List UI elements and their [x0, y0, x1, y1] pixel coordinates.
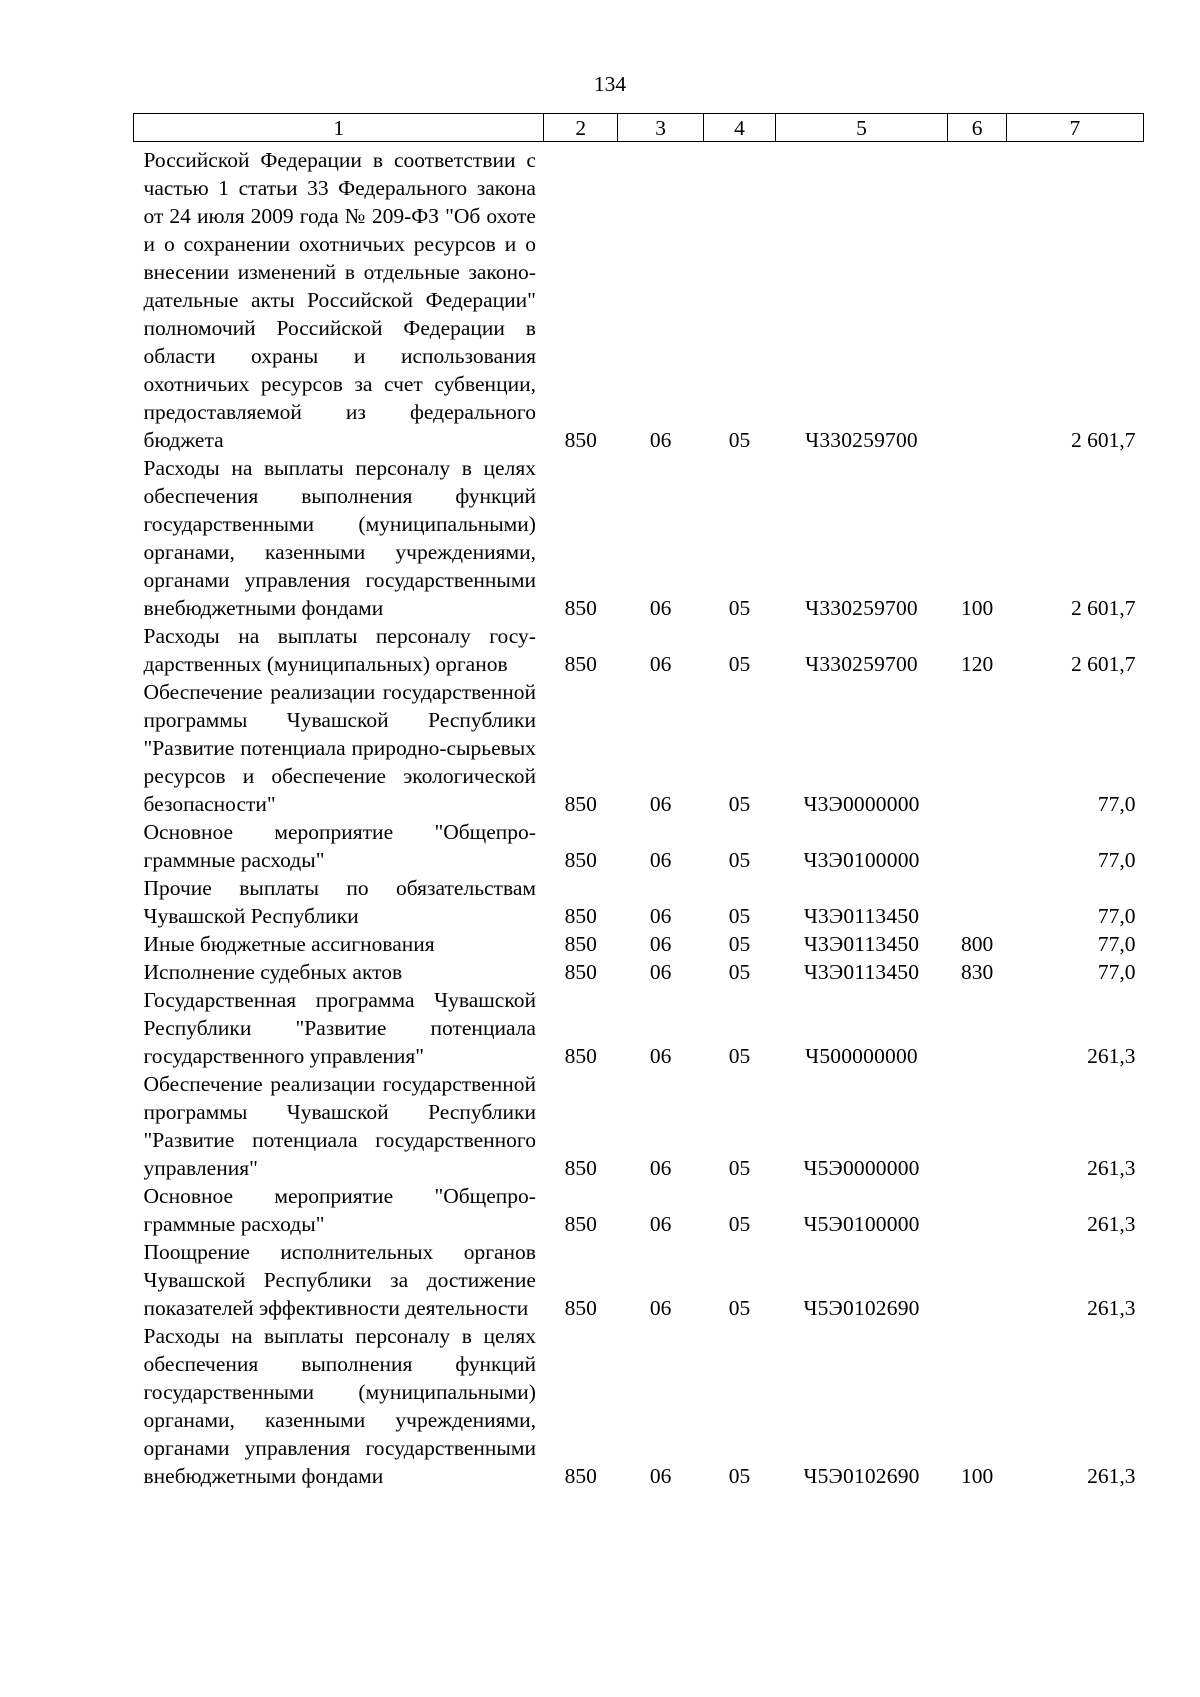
- row-code-4: 05: [728, 596, 751, 620]
- table-row: [134, 678, 1144, 818]
- row-code-2: 850: [564, 1296, 597, 1320]
- table-row: [134, 1070, 1144, 1182]
- row-code-5: Ч330259700: [805, 428, 918, 452]
- column-header: 7: [1006, 114, 1143, 142]
- row-description: Обеспечение реализации государственной программы Чувашской Республики "Развитие потенциала государственного управления": [143, 1072, 536, 1180]
- row-code-2: 850: [564, 596, 597, 620]
- row-description: Основное мероприятие "Общепрограммные расходы": [143, 820, 536, 872]
- row-amount: 77,0: [1097, 848, 1136, 872]
- row-code-3: 06: [649, 1156, 672, 1180]
- row-amount: 77,0: [1097, 904, 1136, 928]
- row-code-3: 06: [649, 1464, 672, 1488]
- table-row: [134, 1182, 1144, 1238]
- row-code-5: Ч3Э0113450: [803, 932, 920, 956]
- row-code-4: 05: [728, 848, 751, 872]
- row-code-4: 05: [728, 1212, 751, 1236]
- column-header: 2: [544, 114, 617, 142]
- row-code-5: Ч3Э0000000: [803, 792, 920, 816]
- row-code-6: [948, 1070, 1006, 1182]
- row-code-3: 06: [649, 1212, 672, 1236]
- row-description: Расходы на выплаты персоналу в целях обеспечения выполнения функций государственными (муниципальными) органами, казенными учреждениями, органами управления государственными внебюджетными фондами: [143, 456, 536, 620]
- page-number: 134: [593, 72, 627, 96]
- row-code-2: 850: [564, 792, 597, 816]
- row-code-2: 850: [564, 1464, 597, 1488]
- table-row: [134, 1322, 1144, 1490]
- row-amount: 2 601,7: [1071, 596, 1136, 620]
- column-header: 3: [617, 114, 703, 142]
- row-amount: 2 601,7: [1071, 428, 1136, 452]
- row-code-4: 05: [728, 1464, 751, 1488]
- row-code-3: 06: [649, 792, 672, 816]
- row-description: Российской Федерации в соответствии с частью 1 статьи 33 Федерального закона от 24 июля 2009 года № 209-ФЗ "Об охоте и о сохранении охотничьих ресурсов и о внесении изменений в отдельные законодательные акты Российской Федерации" полномочий Российской Федерации в области охраны и использования охотничьих ресурсов за счет субвенции, предоставляемой из федерального бюджета: [143, 148, 536, 452]
- row-code-4: 05: [728, 1156, 751, 1180]
- budget-table: [133, 113, 1144, 1490]
- row-amount: 261,3: [1087, 1296, 1136, 1320]
- row-code-4: 05: [728, 652, 751, 676]
- row-code-2: 850: [564, 848, 597, 872]
- row-code-6: 120: [960, 652, 994, 676]
- column-header: 6: [948, 114, 1006, 142]
- table-row: [134, 874, 1144, 930]
- row-code-2: 850: [564, 1212, 597, 1236]
- row-amount: 77,0: [1097, 960, 1136, 984]
- row-description: Расходы на выплаты персоналу в целях обеспечения выполнения функций государственными (муниципальными) органами, казенными учреждениями, органами управления государственными внебюджетными фондами: [143, 1324, 536, 1488]
- row-description: Поощрение исполнительных органов Чувашской Республики за достижение показателей эффективности деятельности: [143, 1240, 536, 1320]
- row-amount: 261,3: [1087, 1464, 1136, 1488]
- table-body: [134, 142, 1144, 1491]
- row-code-2: 850: [564, 904, 597, 928]
- table-row: [134, 818, 1144, 874]
- row-code-4: 05: [728, 428, 751, 452]
- row-code-3: 06: [649, 1044, 672, 1068]
- row-code-6: 800: [960, 932, 994, 956]
- row-code-4: 05: [728, 960, 751, 984]
- row-code-3: 06: [649, 1296, 672, 1320]
- row-code-4: 05: [728, 1296, 751, 1320]
- row-code-4: 05: [728, 932, 751, 956]
- row-code-3: 06: [649, 596, 672, 620]
- row-code-3: 06: [649, 932, 672, 956]
- table-row: [134, 986, 1144, 1070]
- row-code-6: [948, 874, 1006, 930]
- column-header: 1: [134, 114, 544, 142]
- row-code-6: [948, 1182, 1006, 1238]
- row-description: Обеспечение реализации государственной программы Чувашской Республики "Развитие потенциала природно-сырьевых ресурсов и обеспечение экологической безопасности": [143, 680, 536, 816]
- row-code-5: Ч3Э0113450: [803, 960, 920, 984]
- row-code-3: 06: [649, 904, 672, 928]
- column-header: 5: [775, 114, 948, 142]
- row-code-4: 05: [728, 792, 751, 816]
- row-code-6: [948, 1238, 1006, 1322]
- table-row: [134, 958, 1144, 986]
- row-code-5: Ч5Э0100000: [803, 1212, 920, 1236]
- table-row: [134, 142, 1144, 455]
- row-code-5: Ч330259700: [805, 652, 918, 676]
- row-code-3: 06: [649, 960, 672, 984]
- row-code-2: 850: [564, 932, 597, 956]
- table-row: [134, 454, 1144, 622]
- row-description: Основное мероприятие "Общепрограммные расходы": [143, 1184, 536, 1236]
- row-code-3: 06: [649, 848, 672, 872]
- row-code-4: 05: [728, 1044, 751, 1068]
- row-code-6: [948, 142, 1006, 455]
- table-row: [134, 1238, 1144, 1322]
- row-code-2: 850: [564, 1156, 597, 1180]
- row-code-5: Ч5Э0102690: [803, 1464, 920, 1488]
- row-code-5: Ч5Э0102690: [803, 1296, 920, 1320]
- row-code-2: 850: [564, 960, 597, 984]
- row-code-6: 830: [960, 960, 994, 984]
- row-description: Прочие выплаты по обязательствам Чувашской Республики: [143, 876, 536, 928]
- row-code-6: 100: [960, 1464, 994, 1488]
- row-amount: 77,0: [1097, 792, 1136, 816]
- row-code-2: 850: [564, 652, 597, 676]
- row-code-6: [948, 678, 1006, 818]
- row-description: Расходы на выплаты персоналу государственных (муниципальных) органов: [143, 624, 536, 676]
- row-code-5: Ч500000000: [805, 1044, 918, 1068]
- table-row: [134, 930, 1144, 958]
- row-amount: 77,0: [1097, 932, 1136, 956]
- row-code-6: [948, 986, 1006, 1070]
- table-header-row: [134, 114, 1144, 142]
- row-amount: 261,3: [1087, 1044, 1136, 1068]
- row-code-3: 06: [649, 428, 672, 452]
- row-code-5: Ч3Э0100000: [803, 848, 920, 872]
- row-description: Государственная программа Чувашской Республики "Развитие потенциала государственного управления": [143, 988, 536, 1068]
- column-header: 4: [704, 114, 775, 142]
- row-description: Иные бюджетные ассигнования: [143, 932, 435, 956]
- row-code-6: [948, 818, 1006, 874]
- row-amount: 261,3: [1087, 1212, 1136, 1236]
- row-code-2: 850: [564, 428, 597, 452]
- row-description: Исполнение судебных актов: [143, 960, 403, 984]
- row-amount: 2 601,7: [1071, 652, 1136, 676]
- row-code-3: 06: [649, 652, 672, 676]
- row-code-5: Ч5Э0000000: [803, 1156, 920, 1180]
- row-code-5: Ч3Э0113450: [803, 904, 920, 928]
- table-row: [134, 622, 1144, 678]
- row-code-4: 05: [728, 904, 751, 928]
- row-code-2: 850: [564, 1044, 597, 1068]
- row-code-6: 100: [960, 596, 994, 620]
- row-amount: 261,3: [1087, 1156, 1136, 1180]
- row-code-5: Ч330259700: [805, 596, 918, 620]
